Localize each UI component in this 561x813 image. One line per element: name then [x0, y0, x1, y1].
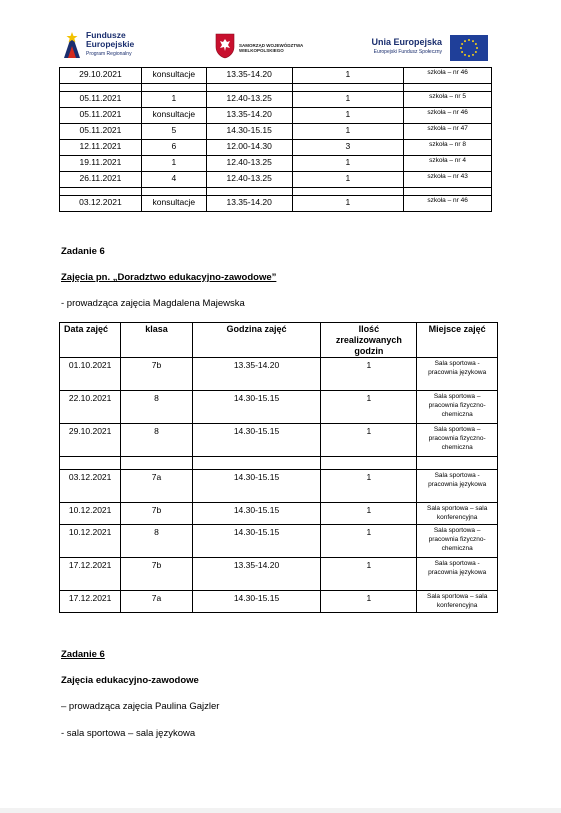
cell-place: szkoła – nr 46: [404, 108, 492, 124]
unia-europejska-logo: [358, 33, 488, 63]
cell-klasa: 8: [121, 391, 192, 424]
cell-place: szkoła – nr 5: [404, 92, 492, 108]
cell-date: 03.12.2021: [60, 470, 121, 503]
cell-date: 10.12.2021: [60, 525, 121, 558]
section2-heading: Zadanie 6: [61, 649, 105, 660]
blank-cell: [121, 457, 192, 470]
cell-hours: 1: [321, 358, 417, 391]
cell-klasa: konsultacje: [141, 68, 206, 84]
blank-cell: [404, 188, 492, 196]
cell-hours: 1: [321, 470, 417, 503]
blank-cell: [141, 188, 206, 196]
cell-time: 14.30-15.15: [192, 391, 321, 424]
cell-hours: 3: [292, 140, 404, 156]
blank-row: [60, 188, 492, 196]
section1-title: Zajęcia pn. „Doradztwo edukacyjno-zawodowe”: [61, 272, 277, 283]
cell-date: 05.11.2021: [60, 108, 142, 124]
header-place: Miejsce zajęć: [417, 323, 498, 358]
blank-cell: [292, 188, 404, 196]
cell-place: Sala sportowa - pracownia językowa: [417, 470, 498, 503]
blank-cell: [192, 457, 321, 470]
header-hours: Ilość zrealizowanych godzin: [321, 323, 417, 358]
cell-time: 12.40-13.25: [206, 156, 292, 172]
ue-line1: Unia Europejska: [371, 37, 442, 47]
cell-place: szkoła – nr 46: [404, 196, 492, 212]
cell-klasa: konsultacje: [141, 196, 206, 212]
cell-place: Sala sportowa – sala konferencyjna: [417, 503, 498, 525]
cell-time: 13.35-14.20: [206, 68, 292, 84]
cell-time: 12.40-13.25: [206, 92, 292, 108]
section2-title: Zajęcia edukacyjno-zawodowe: [61, 675, 199, 686]
doradztwo-schedule-table: [59, 322, 498, 613]
cell-hours: 1: [292, 92, 404, 108]
cell-date: 12.11.2021: [60, 140, 142, 156]
wlkp-text: SAMORZĄD WOJEWÓDZTWA WIELKOPOLSKIEGO: [239, 43, 304, 53]
table-row: [60, 92, 492, 108]
section1-teacher: - prowadząca zajęcia Magdalena Majewska: [61, 298, 245, 309]
cell-hours: 1: [321, 503, 417, 525]
cell-place: Sala sportowa – pracownia fizyczno-chemiczna: [417, 525, 498, 558]
table-row: [60, 470, 498, 503]
cell-klasa: 8: [121, 424, 192, 457]
cell-date: 29.10.2021: [60, 68, 142, 84]
cell-time: 14.30-15.15: [192, 470, 321, 503]
cell-place: Sala sportowa – sala konferencyjna: [417, 591, 498, 613]
blank-row: [60, 84, 492, 92]
header-date: Data zajęć: [60, 323, 121, 358]
cell-place: szkoła – nr 43: [404, 172, 492, 188]
cell-date: 05.11.2021: [60, 92, 142, 108]
cell-date: 03.12.2021: [60, 196, 142, 212]
table-row: [60, 108, 492, 124]
table-row: [60, 140, 492, 156]
cell-klasa: 1: [141, 156, 206, 172]
section2-room: - sala sportowa – sala językowa: [61, 728, 196, 739]
blank-cell: [321, 457, 417, 470]
cell-hours: 1: [321, 391, 417, 424]
ue-line2: Europejski Fundusz Społeczny: [373, 49, 442, 55]
cell-klasa: 7b: [121, 558, 192, 591]
cell-time: 12.40-13.25: [206, 172, 292, 188]
cell-klasa: 7b: [121, 358, 192, 391]
fe-line1: Fundusze: [86, 30, 126, 40]
cell-place: Sala sportowa - pracownia językowa: [417, 558, 498, 591]
cell-date: 19.11.2021: [60, 156, 142, 172]
section2-teacher: – prowadząca zajęcia Paulina Gajzler: [61, 701, 220, 712]
cell-hours: 1: [321, 525, 417, 558]
table-row: [60, 391, 498, 424]
fe-line3: Program Regionalny: [86, 51, 132, 57]
cell-place: szkoła – nr 47: [404, 124, 492, 140]
eu-flag-icon: [450, 35, 488, 61]
cell-hours: 1: [292, 156, 404, 172]
section1-heading: Zadanie 6: [61, 246, 105, 257]
table-row: [60, 196, 492, 212]
blank-cell: [206, 188, 292, 196]
cell-klasa: 6: [141, 140, 206, 156]
cell-time: 13.35-14.20: [192, 358, 321, 391]
blank-row: [60, 457, 498, 470]
cell-date: 05.11.2021: [60, 124, 142, 140]
blank-cell: [60, 188, 142, 196]
cell-date: 22.10.2021: [60, 391, 121, 424]
blank-cell: [206, 84, 292, 92]
table-row: [60, 424, 498, 457]
table-row: [60, 358, 498, 391]
blank-cell: [60, 457, 121, 470]
cell-klasa: 7b: [121, 503, 192, 525]
wielkopolska-logo: [215, 33, 315, 63]
cell-time: 14.30-15.15: [192, 591, 321, 613]
cell-klasa: 7a: [121, 591, 192, 613]
cell-hours: 1: [292, 124, 404, 140]
cell-date: 10.12.2021: [60, 503, 121, 525]
cell-klasa: konsultacje: [141, 108, 206, 124]
table-row: [60, 156, 492, 172]
schedule-table-continued: [59, 67, 492, 212]
cell-hours: 1: [292, 172, 404, 188]
fe-star-icon: [62, 30, 82, 60]
cell-date: 01.10.2021: [60, 358, 121, 391]
eagle-shield-icon: [215, 33, 235, 59]
blank-cell: [417, 457, 498, 470]
cell-time: 13.35-14.20: [206, 108, 292, 124]
table-row: [60, 172, 492, 188]
table-header-row: [60, 323, 498, 358]
table-row: [60, 124, 492, 140]
cell-hours: 1: [292, 108, 404, 124]
cell-time: 13.35-14.20: [206, 196, 292, 212]
cell-klasa: 5: [141, 124, 206, 140]
cell-date: 17.12.2021: [60, 591, 121, 613]
cell-time: 12.00-14.30: [206, 140, 292, 156]
header-class: klasa: [121, 323, 192, 358]
cell-place: Sala sportowa - pracownia językowa: [417, 358, 498, 391]
header-time: Godzina zajęć: [192, 323, 321, 358]
blank-cell: [404, 84, 492, 92]
cell-hours: 1: [321, 558, 417, 591]
cell-klasa: 7a: [121, 470, 192, 503]
table-row: [60, 591, 498, 613]
cell-klasa: 1: [141, 92, 206, 108]
cell-klasa: 4: [141, 172, 206, 188]
cell-time: 14.30-15.15: [206, 124, 292, 140]
cell-place: Sala sportowa – pracownia fizyczno-chemiczna: [417, 391, 498, 424]
page-bottom-edge: [0, 808, 561, 813]
cell-hours: 1: [321, 591, 417, 613]
blank-cell: [292, 84, 404, 92]
cell-place: szkoła – nr 4: [404, 156, 492, 172]
fe-line2: Europejskie: [86, 39, 135, 49]
table-row: [60, 503, 498, 525]
cell-hours: 1: [292, 196, 404, 212]
fundusze-europejskie-logo: [62, 28, 182, 64]
cell-date: 26.11.2021: [60, 172, 142, 188]
cell-time: 14.30-15.15: [192, 503, 321, 525]
cell-time: 14.30-15.15: [192, 424, 321, 457]
blank-cell: [141, 84, 206, 92]
cell-place: Sala sportowa – pracownia fizyczno-chemiczna: [417, 424, 498, 457]
cell-place: szkoła – nr 8: [404, 140, 492, 156]
table-row: [60, 558, 498, 591]
blank-cell: [60, 84, 142, 92]
table-row: [60, 68, 492, 84]
cell-klasa: 8: [121, 525, 192, 558]
cell-place: szkoła – nr 46: [404, 68, 492, 84]
cell-hours: 1: [292, 68, 404, 84]
cell-time: 13.35-14.20: [192, 558, 321, 591]
table-row: [60, 525, 498, 558]
cell-time: 14.30-15.15: [192, 525, 321, 558]
cell-hours: 1: [321, 424, 417, 457]
cell-date: 29.10.2021: [60, 424, 121, 457]
cell-date: 17.12.2021: [60, 558, 121, 591]
